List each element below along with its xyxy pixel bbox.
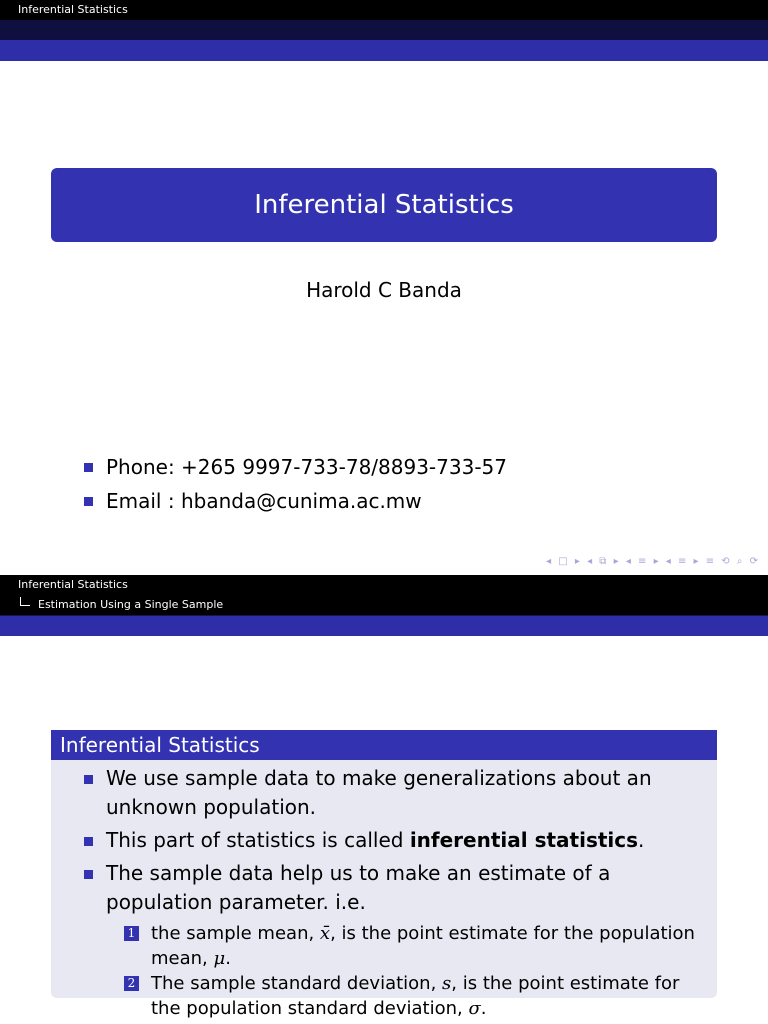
bullet-list xyxy=(84,764,705,917)
enum-number: 1 xyxy=(124,926,139,941)
math-sigma: σ xyxy=(468,998,481,1019)
beamer-navigation-icons[interactable]: ◂ □ ▸ ◂ ⧉ ▸ ◂ ≡ ▸ ◂ ≡ ▸ ≡ ⟲ ⌕ ⟳ xyxy=(546,556,760,567)
enum-text-part: , is the point estimate for the population mean, xyxy=(151,923,695,969)
headline-bar xyxy=(0,575,768,595)
contact-list xyxy=(84,450,507,518)
enum-text-part: . xyxy=(480,998,487,1019)
header-band xyxy=(0,40,768,61)
bullet-square-icon xyxy=(84,870,93,879)
enum-number: 2 xyxy=(124,976,139,991)
enum-text-part: The sample standard deviation, xyxy=(151,973,443,994)
bullet-text-post: . xyxy=(638,828,645,852)
math-s: s xyxy=(442,973,452,994)
bullet-text: The sample data help us to make an estimate of a population parameter. i.e. xyxy=(106,861,611,914)
enum-text-part: the sample mean, xyxy=(151,923,320,944)
presentation-title-box xyxy=(51,168,717,242)
bullet-square-icon xyxy=(84,497,93,506)
email-text: Email : hbanda@cunima.ac.mw xyxy=(106,489,422,513)
headline-bar xyxy=(0,0,768,20)
bullet-square-icon xyxy=(84,463,93,472)
contact-phone xyxy=(84,450,507,484)
header-band-dark xyxy=(0,20,768,40)
enum-text-part: . xyxy=(225,948,231,969)
headline-title: Inferential Statistics xyxy=(18,3,128,16)
content-slide xyxy=(0,575,768,1024)
bullet-text-pre: This part of statistics is called xyxy=(106,828,410,852)
enumerated-list xyxy=(124,921,705,1021)
bullet-square-icon xyxy=(84,775,93,784)
header-band xyxy=(0,616,768,636)
math-mu: μ xyxy=(213,948,226,969)
subsection-bar xyxy=(0,595,768,615)
enum-text xyxy=(151,921,705,971)
author-name: Harold C Banda xyxy=(306,278,462,302)
content-block xyxy=(51,730,717,1019)
enum-text-part: , is the point estimate for the population standard deviation, xyxy=(151,973,680,1019)
math-xbar: x̄ xyxy=(319,923,331,944)
bullet-text-bold: inferential statistics xyxy=(409,828,639,852)
block-title: Inferential Statistics xyxy=(51,730,717,760)
headline-title: Inferential Statistics xyxy=(18,578,128,591)
bullet-item xyxy=(84,764,705,822)
subsection-corner-icon xyxy=(20,597,30,606)
phone-text: Phone: +265 9997-733-78/8893-733-57 xyxy=(106,455,507,479)
contact-email xyxy=(84,484,507,518)
enum-text xyxy=(151,971,705,1021)
bullet-item xyxy=(84,859,705,917)
enum-item xyxy=(124,921,705,971)
bullet-square-icon xyxy=(84,837,93,846)
bullet-text xyxy=(106,826,644,855)
presentation-title: Inferential Statistics xyxy=(254,190,514,220)
bullet-text: We use sample data to make generalizations about an unknown population. xyxy=(106,766,652,819)
enum-item xyxy=(124,971,705,1021)
block-body xyxy=(51,760,717,1021)
bullet-item xyxy=(84,826,705,855)
subsection-title: Estimation Using a Single Sample xyxy=(38,598,224,611)
